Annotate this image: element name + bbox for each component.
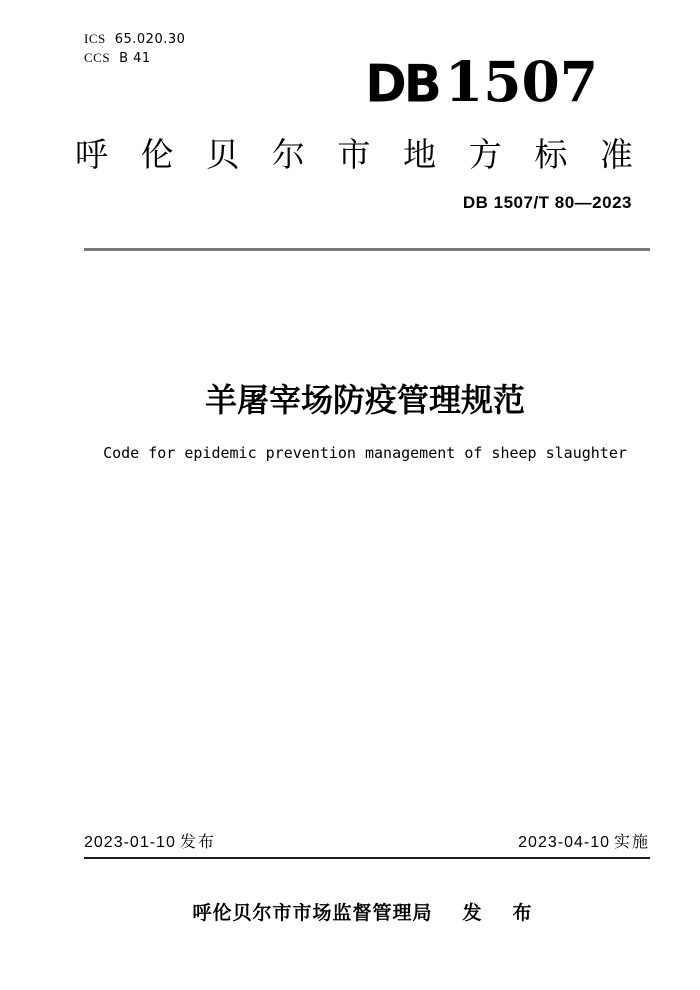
logo-number-1507: 1507 [444,49,598,114]
date-row [84,833,650,853]
issue-label: 发布 [179,834,216,851]
bottom-divider-rule [84,857,650,859]
standard-name-char: 地 [403,136,437,173]
standard-name-char: 呼 [75,136,108,173]
implement-date: 2023-04-10 [518,834,610,851]
top-divider-rule [84,248,650,251]
standard-name-char: 贝 [206,136,240,173]
standard-name-heading [75,137,633,172]
doc-number: DB 1507/T 80—2023 [462,193,632,212]
publisher-row [80,902,650,926]
document-title-en: Code for epidemic prevention management of sheep slaughter [103,444,627,462]
db-standard-logo [365,49,598,115]
ics-value: 65.020.30 [114,32,186,47]
ccs-label: CCS [84,50,111,65]
implement-label: 实施 [613,834,650,851]
standard-name-char: 方 [468,136,502,173]
issue-date: 2023-01-10 [84,834,176,851]
standard-name-char: 尔 [271,136,305,173]
standard-name-char: 标 [534,136,568,173]
publisher-name: 呼伦贝尔市市场监督管理局 [192,903,433,924]
issue-date-item [84,833,216,853]
implement-date-item [518,833,650,853]
logo-prefix-db: DB [365,53,439,115]
ics-label: ICS [84,31,106,46]
standard-name-char: 市 [337,136,371,173]
document-title-zh: 羊屠宰场防疫管理规范 [204,382,525,418]
ccs-code-line [84,50,151,67]
ccs-value: B 41 [119,51,151,66]
standard-name-char: 伦 [140,136,174,173]
standard-name-char: 准 [600,136,633,173]
publish-action-label: 发 布 [462,903,538,924]
ics-code-line [84,31,185,48]
